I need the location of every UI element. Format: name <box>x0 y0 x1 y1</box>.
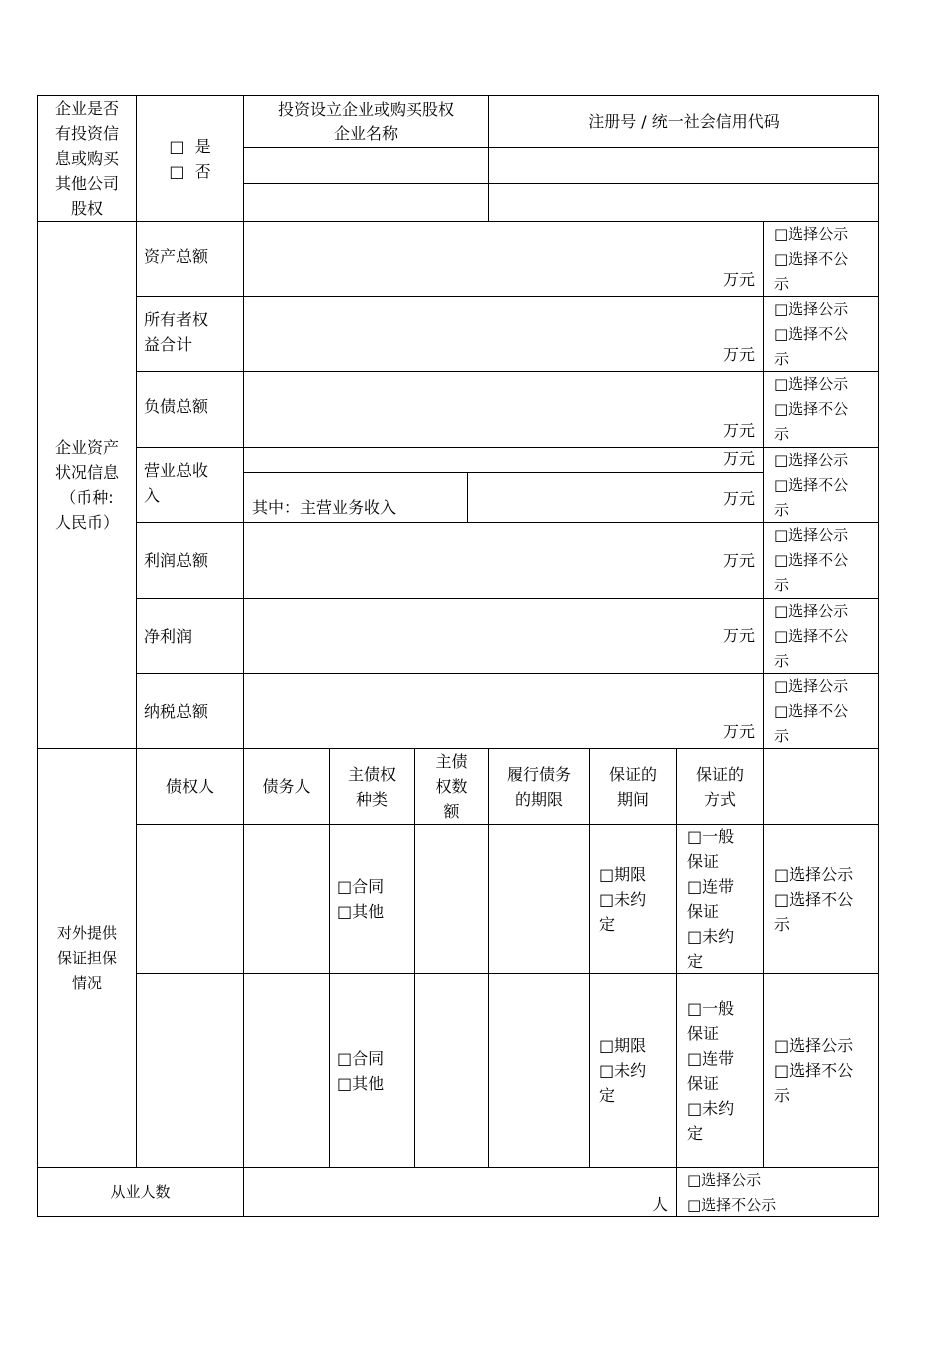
invest-reg-code-cell-1[interactable] <box>488 147 879 183</box>
unit-label: 万元 <box>722 489 755 508</box>
invest-company-name-cell-2[interactable] <box>243 183 488 221</box>
joint-guarantee-checkbox[interactable]: □连带 <box>687 1048 735 1068</box>
creditor-cell-2[interactable] <box>136 973 243 1167</box>
owners-equity-publicity: □选择公示 □选择不公 示 <box>763 296 879 371</box>
not-publish-checkbox[interactable]: □选择不公 <box>774 325 849 343</box>
total-tax-publicity: □选择公示 □选择不公 示 <box>763 673 879 748</box>
debtor-cell-2[interactable] <box>243 973 329 1167</box>
net-profit-publicity: □选择公示 □选择不公 示 <box>763 598 879 673</box>
invest-yes-checkbox[interactable]: □ 是 <box>169 136 211 156</box>
guarantee-period-header: 保证的 期间 <box>589 748 676 824</box>
invest-company-name-header: 投资设立企业或购买股权 企业名称 <box>243 96 488 147</box>
not-publish-checkbox[interactable]: □选择不公 <box>774 400 849 418</box>
unit-label: 万元 <box>722 421 755 440</box>
invest-label: 企业是否 有投资信 息或购买 其他公司 股权 <box>54 99 119 218</box>
general-guarantee-checkbox[interactable]: □一般 <box>687 827 735 846</box>
publish-checkbox[interactable]: □选择公示 <box>774 677 849 695</box>
employees-label: 从业人数 <box>38 1167 243 1217</box>
not-agreed-checkbox[interactable]: □未约 <box>599 889 647 909</box>
claim-type-cell-1 <box>329 824 414 973</box>
not-publish-checkbox[interactable]: □选择不公 <box>774 702 849 720</box>
claim-type-cell-2 <box>329 973 414 1167</box>
unit-label: 万元 <box>722 551 755 570</box>
guarantee-publicity-cell-1: □选择公示 □选择不公 示 <box>763 824 879 973</box>
total-liabilities-label: 负债总额 <box>136 371 243 447</box>
not-agreed-checkbox[interactable]: □未约 <box>687 927 735 946</box>
not-agreed-checkbox[interactable]: □未约 <box>599 1061 647 1080</box>
unit-label: 万元 <box>722 449 755 468</box>
guarantee-publicity-header <box>763 748 879 824</box>
not-publish-checkbox[interactable]: □选择不公 <box>774 889 854 909</box>
unit-label: 万元 <box>722 722 755 741</box>
guarantee-method-header: 保证的 方式 <box>676 748 763 824</box>
guarantee-period-cell-1: □期限 □未约 定 <box>589 824 676 973</box>
total-tax-label: 纳税总额 <box>136 673 243 748</box>
term-limit-checkbox[interactable]: □期限 <box>599 864 647 884</box>
claim-amount-cell-2[interactable] <box>414 973 488 1167</box>
debtor-header: 债务人 <box>243 748 329 824</box>
not-publish-checkbox[interactable]: □选择不公 <box>774 250 849 268</box>
not-publish-checkbox[interactable]: □选择不公 <box>774 627 849 645</box>
invest-yes-no <box>136 96 243 221</box>
total-profit-publicity: □选择公示 □选择不公 示 <box>763 522 879 598</box>
publish-checkbox[interactable]: □选择公示 <box>774 451 849 469</box>
unit-label: 人 <box>651 1195 668 1214</box>
other-checkbox[interactable]: □其他 <box>337 902 385 921</box>
net-profit-label: 净利润 <box>136 598 243 673</box>
total-profit-value[interactable] <box>243 522 763 598</box>
total-assets-label: 资产总额 <box>136 221 243 296</box>
guarantee-publicity-cell-2: □选择公示 □选择不公 示 <box>763 973 879 1167</box>
debt-term-cell-2[interactable] <box>488 973 589 1167</box>
employees-publicity <box>676 1167 879 1217</box>
invest-company-name-cell-1[interactable] <box>243 147 488 183</box>
term-limit-checkbox[interactable]: □期限 <box>599 1036 647 1055</box>
unit-label: 万元 <box>722 270 755 289</box>
publish-checkbox[interactable]: □选择公示 <box>774 1036 854 1055</box>
publish-checkbox[interactable]: □选择公示 <box>774 864 854 884</box>
assets-section-label: 企业资产 状况信息 （币种: 人民币） <box>38 221 136 748</box>
unit-label: 万元 <box>722 626 755 645</box>
main-income-label: 其中：主营业务收入 <box>243 472 467 522</box>
total-assets-value[interactable] <box>243 221 763 296</box>
debt-term-cell-1[interactable] <box>488 824 589 973</box>
report-form <box>37 95 879 1217</box>
other-checkbox[interactable]: □其他 <box>337 1073 385 1093</box>
net-profit-value[interactable] <box>243 598 763 673</box>
invest-no-checkbox[interactable]: □ 否 <box>169 161 211 181</box>
owners-equity-label: 所有者权 益合计 <box>136 296 243 371</box>
not-publish-checkbox[interactable]: □选择不公示 <box>687 1196 777 1214</box>
publish-checkbox[interactable]: □选择公示 <box>774 526 849 544</box>
not-publish-checkbox[interactable]: □选择不公 <box>774 476 849 494</box>
debtor-cell-1[interactable] <box>243 824 329 973</box>
claim-type-header: 主债权 种类 <box>329 748 414 824</box>
claim-amount-cell-1[interactable] <box>414 824 488 973</box>
claim-amount-header: 主债 权数 额 <box>414 748 488 824</box>
publish-checkbox[interactable]: □选择公示 <box>774 602 849 620</box>
invest-reg-code-header: 注册号 / 统一社会信用代码 <box>488 96 879 147</box>
contract-checkbox[interactable]: □合同 <box>337 1048 385 1068</box>
general-guarantee-checkbox[interactable]: □一般 <box>687 998 735 1018</box>
creditor-cell-1[interactable] <box>136 824 243 973</box>
creditor-header: 债权人 <box>136 748 243 824</box>
total-liabilities-value[interactable] <box>243 371 763 447</box>
publish-checkbox[interactable]: □选择公示 <box>774 300 849 318</box>
total-assets-publicity: □选择公示 □选择不公 示 <box>763 221 879 296</box>
not-agreed-checkbox[interactable]: □未约 <box>687 1098 735 1118</box>
debt-term-header: 履行债务 的期限 <box>488 748 589 824</box>
total-revenue-publicity: □选择公示 □选择不公 示 <box>763 447 879 522</box>
total-revenue-label: 营业总收 入 <box>136 447 243 522</box>
guarantee-section-label: 对外提供 保证担保 情况 <box>38 748 136 1167</box>
total-profit-label: 利润总额 <box>136 522 243 598</box>
publish-checkbox[interactable]: □选择公示 <box>774 225 849 243</box>
owners-equity-value[interactable] <box>243 296 763 371</box>
joint-guarantee-checkbox[interactable]: □连带 <box>687 877 735 896</box>
unit-label: 万元 <box>722 345 755 364</box>
total-tax-value[interactable] <box>243 673 763 748</box>
main-income-value[interactable] <box>467 472 763 522</box>
guarantee-method-cell-1: □一般 保证 □连带 保证 □未约 定 <box>676 824 763 973</box>
not-publish-checkbox[interactable]: □选择不公 <box>774 551 849 569</box>
contract-checkbox[interactable]: □合同 <box>337 877 385 896</box>
publish-checkbox[interactable]: □选择公示 <box>687 1171 762 1189</box>
invest-reg-code-cell-2[interactable] <box>488 183 879 221</box>
publish-checkbox[interactable]: □选择公示 <box>774 375 849 393</box>
total-revenue-value[interactable] <box>243 447 763 472</box>
employees-value[interactable] <box>243 1167 676 1217</box>
total-liabilities-publicity: □选择公示 □选择不公 示 <box>763 371 879 447</box>
guarantee-method-cell-2: □一般 保证 □连带 保证 □未约 定 <box>676 973 763 1167</box>
not-publish-checkbox[interactable]: □选择不公 <box>774 1061 854 1080</box>
guarantee-period-cell-2: □期限 □未约 定 <box>589 973 676 1167</box>
